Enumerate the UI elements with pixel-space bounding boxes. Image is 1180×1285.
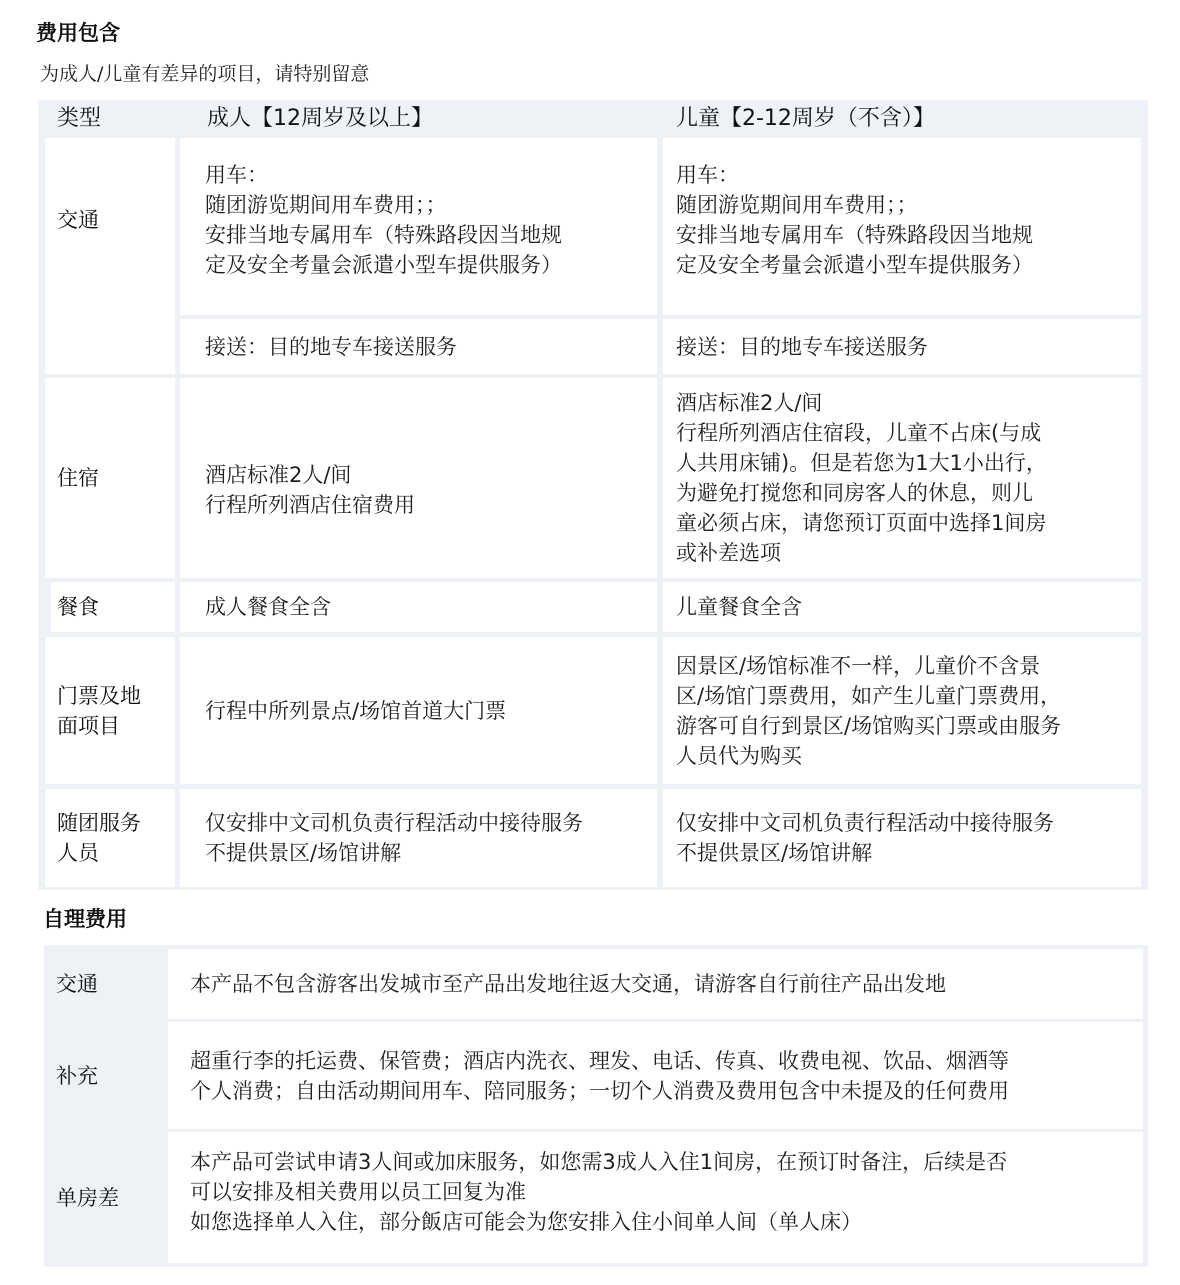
selfpaid-text-single-room: 本产品可尝试申请3人间或加床服务，如您需3成人入住1间房，在预订时备注，后续是否 可以安排及相关费用以员工回复为准 如您选择单人入住，部分飯店可能会为您安排入住小间单人间（单人床） [168, 1132, 1143, 1263]
selfpaid-text-extra: 超重行李的托运费、保管费；酒店内洗衣、理发、电话、传真、收费电视、饮品、烟酒等 个人消费；自由活动期间用车、陪同服务；一切个人消费及费用包含中未提及的任何费用 [168, 1022, 1143, 1129]
transport-pickup-child: 接送：目的地专车接送服务 [663, 319, 1141, 374]
difference-note: 为成人/儿童有差异的项目，请特别留意 [40, 63, 370, 85]
selfpaid-label-transport: 交通 [44, 949, 164, 1019]
lodging-child: 酒店标准2人/间 行程所列酒店住宿段，儿童不占床(与成 人共用床铺)。但是若您为1大1小出行， 为避免打搅您和同房客人的休息，则儿 童必须占床，请您预订页面中选择1间房 或补差选项 [663, 378, 1141, 578]
lodging-adult: 酒店标准2人/间 行程所列酒店住宿费用 [180, 378, 657, 578]
selfpaid-label-single-room: 单房差 [44, 1132, 164, 1263]
row-label-lodging: 住宿 [45, 378, 175, 578]
meals-adult: 成人餐食全含 [180, 582, 657, 632]
row-label-staff: 随团服务 人员 [45, 789, 175, 887]
meals-child: 儿童餐食全含 [663, 582, 1141, 632]
transport-car-child: 用车： 随团游览期间用车费用；； 安排当地专属用车（特殊路段因当地规 定及安全考量会派遣小型车提供服务） [663, 138, 1141, 315]
section-title-included: 费用包含 [36, 21, 120, 45]
transport-pickup-adult: 接送：目的地专车接送服务 [180, 319, 657, 374]
header-adult: 成人【12周岁及以上】 [207, 106, 433, 131]
transport-car-adult: 用车： 随团游览期间用车费用；； 安排当地专属用车（特殊路段因当地规 定及安全考量会派遣小型车提供服务） [180, 138, 657, 315]
selfpaid-label-extra: 补充 [44, 1022, 164, 1129]
header-child: 儿童【2-12周岁（不含）】 [676, 106, 935, 131]
staff-child: 仅安排中文司机负责行程活动中接待服务 不提供景区/场馆讲解 [663, 789, 1141, 887]
section-title-selfpaid: 自理费用 [43, 907, 127, 931]
tickets-child: 因景区/场馆标准不一样，儿童价不含景 区/场馆门票费用，如产生儿童门票费用， 游客可自行到景区/场馆购买门票或由服务 人员代为购买 [663, 637, 1141, 784]
header-type: 类型 [57, 106, 102, 131]
selfpaid-text-transport: 本产品不包含游客出发城市至产品出发地往返大交通，请游客自行前往产品出发地 [168, 949, 1143, 1019]
row-label-tickets: 门票及地 面项目 [45, 637, 175, 784]
tickets-adult: 行程中所列景点/场馆首道大门票 [180, 637, 657, 784]
row-label-meals: 餐食 [51, 582, 175, 632]
staff-adult: 仅安排中文司机负责行程活动中接待服务 不提供景区/场馆讲解 [180, 789, 657, 887]
row-label-transport: 交通 [45, 138, 175, 374]
